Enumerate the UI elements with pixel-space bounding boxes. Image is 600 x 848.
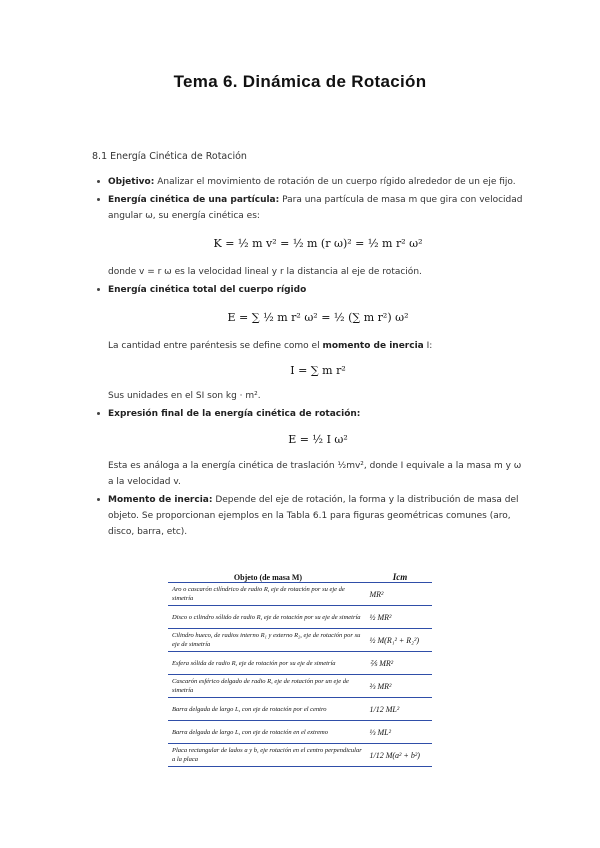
row-formula: 1/12 M(a² + b²) [369, 750, 420, 760]
momento-text: Depende del eje de rotación, la forma y la distribución de masa del objeto. Se proporcionan ejemplos en la Tabla 6.1 para figuras geométricas comunes (aro, disco, barra, etc). [108, 495, 519, 537]
table-row [168, 582, 432, 605]
equation-particle-energy: K = ½ m v² = ½ m (r ω)² = ½ m r² ω² [213, 237, 423, 250]
analoga-text: Esta es análoga a la energía cinética de traslación ½mv², donde I equivale a la masa m y ω a la velocidad v. [108, 461, 522, 487]
bullet-dot-icon [97, 288, 100, 291]
section-heading: 8.1 Energía Cinética de Rotación [92, 151, 247, 162]
momento-label: Momento de inercia: [108, 495, 213, 505]
particula-text-1: Para una partícula de masa m [282, 195, 418, 205]
objetivo-text: Analizar el movimiento de rotación de un cuerpo rígido alrededor de un eje fijo. [157, 177, 516, 187]
row-formula: ½ MR² [369, 612, 392, 622]
row-object: Cilindro hueco, de radios interno R₁ y externo R₂, eje de rotación por su eje de simetría [172, 632, 361, 648]
bullet-momento [108, 492, 528, 540]
bullet-dot-icon [97, 498, 100, 501]
row-object: Cascarón esférico delgado de radio R, eje de rotación por un eje de simetría [172, 678, 349, 694]
row-object: Barra delgada de largo L, con eje de rotación en el extremo [172, 728, 328, 736]
table-row [168, 720, 432, 743]
final-label: Expresión final de la energía cinética de rotación: [108, 409, 361, 419]
row-formula: ½ M(R₁² + R₂²) [369, 635, 420, 645]
bullet-particula [108, 192, 528, 224]
bullet-dot-icon [97, 180, 100, 183]
bullet-dot-icon [97, 198, 100, 201]
table-row [168, 628, 432, 651]
donde-text: donde v = r ω es la velocidad lineal y r la distancia al eje de rotación. [108, 267, 422, 277]
cantidad-text-1: La cantidad entre paréntesis se define como el [108, 341, 320, 351]
objetivo-label: Objetivo: [108, 177, 155, 187]
cantidad-text-2: I: [426, 341, 433, 351]
cantidad-text [108, 338, 528, 354]
equation-inertia: I = ∑ m r² [290, 364, 346, 377]
inertia-table [168, 564, 432, 767]
row-formula: ⅖ MR² [369, 658, 394, 668]
bullet-objetivo [108, 174, 528, 190]
table-row [168, 651, 432, 674]
table-row [168, 743, 432, 766]
bullet-final [108, 406, 528, 422]
unidades-text: Sus unidades en el SI son kg · m². [108, 391, 261, 401]
row-formula: ⅓ ML² [369, 727, 391, 737]
row-object: Barra delgada de largo L, con eje de rotación por el centro [172, 705, 327, 713]
particula-label: Energía cinética de una partícula: [108, 195, 280, 205]
content-body [108, 174, 528, 540]
equation-rotational-energy: E = ½ I ω² [288, 433, 348, 446]
row-formula: 1/12 ML² [369, 704, 400, 714]
row-object: Aro o cascarón cilíndrico de radio R, eje de rotación por su eje de simetría [172, 586, 345, 602]
row-formula: ⅔ MR² [369, 681, 392, 691]
cantidad-bold: momento de inercia [322, 341, 424, 351]
row-formula: MR² [369, 589, 384, 599]
row-object: Placa rectangular de lados a y b, eje rotación en el centro perpendicular a la placa [172, 747, 362, 763]
table-row [168, 674, 432, 697]
bullet-total [108, 282, 528, 298]
table-header [168, 564, 432, 582]
page-title: Tema 6. Dinámica de Rotación [173, 72, 427, 91]
equation-total-energy: E = ∑ ½ m r² ω² = ½ (∑ m r²) ω² [227, 311, 409, 324]
total-label: Energía cinética total del cuerpo rígido [108, 285, 307, 295]
header-icm: Icm [392, 572, 408, 582]
table-row [168, 605, 432, 628]
row-object: Esfera sólida de radio R, eje de rotación por su eje de simetría [172, 659, 336, 667]
particula-text-2: que gira con velocidad angular ω, su energía cinética es: [108, 195, 523, 221]
bullet-dot-icon [97, 412, 100, 415]
table-row [168, 697, 432, 720]
row-object: Disco o cilindro sólido de radio R, eje de rotación por su eje de simetría [172, 613, 361, 621]
header-object: Objeto (de masa M) [233, 573, 303, 582]
